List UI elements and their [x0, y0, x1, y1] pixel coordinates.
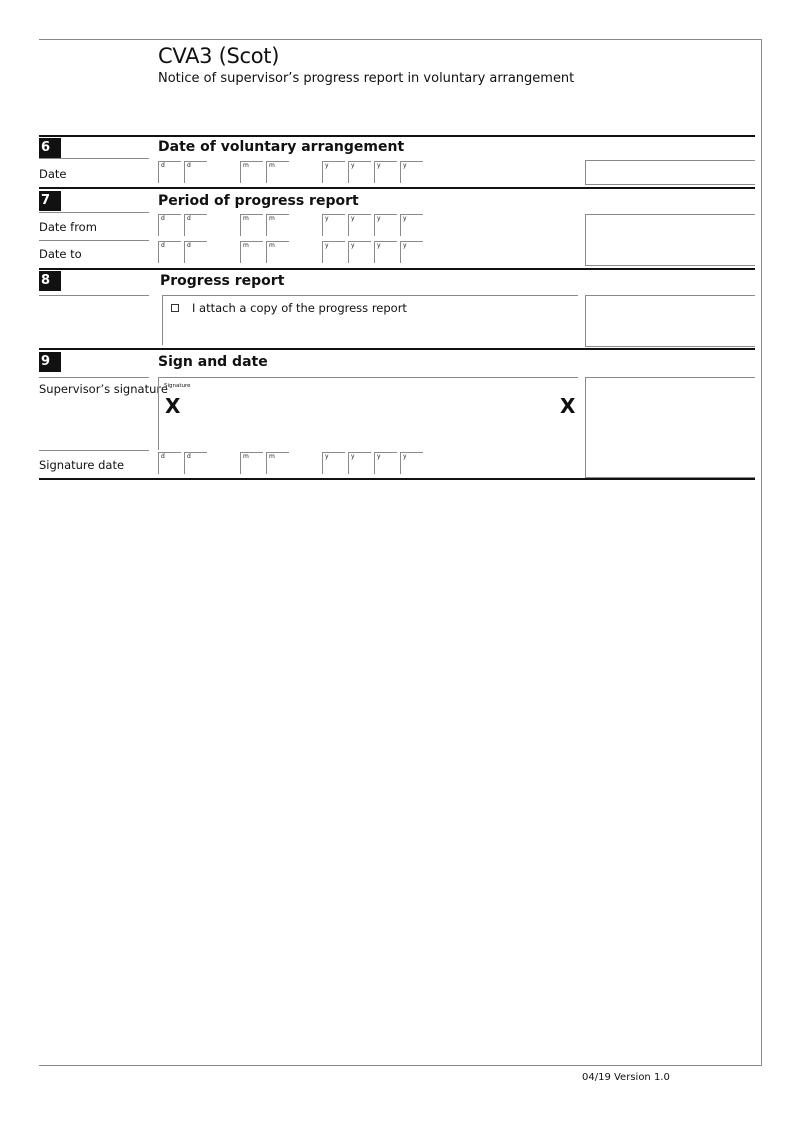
date-digit-placeholder: y — [403, 242, 407, 249]
date-digit-cell[interactable] — [400, 214, 423, 236]
date-digit-placeholder: y — [403, 162, 407, 169]
date-to-label: Date to — [39, 247, 82, 261]
date-digit-cell[interactable] — [184, 452, 207, 474]
signature-cross-right: X — [560, 394, 576, 418]
attach-report-label: I attach a copy of the progress report — [192, 301, 407, 315]
right-border — [761, 39, 762, 1066]
date-digit-cell[interactable] — [240, 241, 263, 263]
date-digit-cell[interactable] — [322, 161, 345, 183]
date-digit-placeholder: m — [269, 215, 275, 222]
section-6-title: Date of voluntary arrangement — [158, 139, 405, 155]
date-digit-cell[interactable] — [266, 452, 289, 474]
date-digit-placeholder: m — [269, 453, 275, 460]
section-8-number: 8 — [39, 271, 61, 291]
date-digit-cell[interactable] — [266, 214, 289, 236]
date-digit-placeholder: y — [351, 242, 355, 249]
signature-field[interactable] — [158, 377, 578, 450]
section-9-rule — [39, 348, 755, 350]
section-9-side-box — [585, 377, 755, 478]
section-7-title: Period of progress report — [158, 193, 359, 209]
top-border — [39, 39, 761, 40]
date-digit-placeholder: y — [377, 242, 381, 249]
form-subtitle: Notice of supervisor’s progress report in voluntary arrangement — [158, 71, 575, 86]
date-digit-placeholder: y — [377, 162, 381, 169]
section-6-rule — [39, 135, 755, 137]
signature-cross-left: X — [165, 394, 181, 418]
date-from-label: Date from — [39, 220, 97, 234]
date-digit-placeholder: m — [243, 215, 249, 222]
section-7-rule — [39, 187, 755, 189]
section-7-label-rule — [39, 212, 149, 213]
date-digit-placeholder: m — [243, 242, 249, 249]
attach-report-checkbox[interactable] — [171, 304, 179, 312]
date-digit-cell[interactable] — [184, 241, 207, 263]
form-code: CVA3 (Scot) — [158, 44, 280, 68]
date-digit-placeholder: d — [161, 242, 165, 249]
date-digit-placeholder: y — [325, 242, 329, 249]
date-digit-cell[interactable] — [400, 241, 423, 263]
date-digit-placeholder: m — [269, 162, 275, 169]
date-digit-cell[interactable] — [348, 452, 371, 474]
section-9-bottom-rule — [39, 478, 755, 480]
date-digit-cell[interactable] — [158, 214, 181, 236]
section-7-number: 7 — [39, 191, 61, 211]
date-digit-cell[interactable] — [348, 161, 371, 183]
section-9-title: Sign and date — [158, 354, 268, 370]
date-digit-cell[interactable] — [348, 214, 371, 236]
section-6-label-rule — [39, 158, 149, 159]
section-7-side-box — [585, 214, 755, 266]
date-digit-placeholder: y — [351, 215, 355, 222]
date-digit-placeholder: d — [187, 162, 191, 169]
date-digit-placeholder: m — [243, 162, 249, 169]
date-digit-placeholder: d — [187, 453, 191, 460]
date-digit-cell[interactable] — [374, 241, 397, 263]
date-digit-cell[interactable] — [240, 161, 263, 183]
date-digit-placeholder: d — [187, 215, 191, 222]
signature-box-label: Signature — [164, 383, 191, 389]
date-digit-placeholder: y — [351, 162, 355, 169]
section-8-title: Progress report — [160, 273, 285, 289]
date-digit-cell[interactable] — [184, 161, 207, 183]
section-8-side-box — [585, 295, 755, 347]
section-9-number: 9 — [39, 352, 61, 372]
date-digit-cell[interactable] — [400, 452, 423, 474]
date-digit-cell[interactable] — [266, 241, 289, 263]
version-label: 04/19 Version 1.0 — [582, 1072, 670, 1083]
date-digit-placeholder: y — [403, 215, 407, 222]
date-digit-cell[interactable] — [158, 452, 181, 474]
date-digit-placeholder: m — [243, 453, 249, 460]
date-digit-cell[interactable] — [322, 452, 345, 474]
date-digit-cell[interactable] — [322, 241, 345, 263]
section-9-label-rule — [39, 377, 149, 378]
date-digit-cell[interactable] — [374, 161, 397, 183]
date-digit-cell[interactable] — [348, 241, 371, 263]
date-digit-placeholder: y — [325, 215, 329, 222]
date-digit-cell[interactable] — [374, 452, 397, 474]
date-digit-placeholder: y — [377, 215, 381, 222]
date-digit-cell[interactable] — [374, 214, 397, 236]
date-digit-cell[interactable] — [240, 452, 263, 474]
date-digit-cell[interactable] — [240, 214, 263, 236]
date-digit-cell[interactable] — [266, 161, 289, 183]
section-6-number: 6 — [39, 138, 61, 158]
bottom-border — [39, 1065, 761, 1066]
date-digit-cell[interactable] — [184, 214, 207, 236]
supervisor-signature-label: Supervisor’s signature — [39, 382, 168, 396]
signature-date-label: Signature date — [39, 458, 125, 472]
date-digit-cell[interactable] — [322, 214, 345, 236]
date-digit-placeholder: y — [325, 453, 329, 460]
date-digit-cell[interactable] — [158, 241, 181, 263]
date-digit-cell[interactable] — [400, 161, 423, 183]
section-8-rule — [39, 268, 755, 270]
date-label: Date — [39, 167, 67, 181]
row-separator — [39, 240, 149, 241]
date-digit-placeholder: d — [161, 453, 165, 460]
date-digit-placeholder: y — [325, 162, 329, 169]
date-digit-placeholder: y — [403, 453, 407, 460]
date-digit-cell[interactable] — [158, 161, 181, 183]
section-8-label-rule — [39, 295, 149, 296]
date-digit-placeholder: d — [161, 162, 165, 169]
date-digit-placeholder: m — [269, 242, 275, 249]
date-digit-placeholder: y — [351, 453, 355, 460]
date-digit-placeholder: y — [377, 453, 381, 460]
date-digit-placeholder: d — [187, 242, 191, 249]
row-separator — [39, 450, 149, 451]
section-6-side-box — [585, 160, 755, 185]
date-digit-placeholder: d — [161, 215, 165, 222]
